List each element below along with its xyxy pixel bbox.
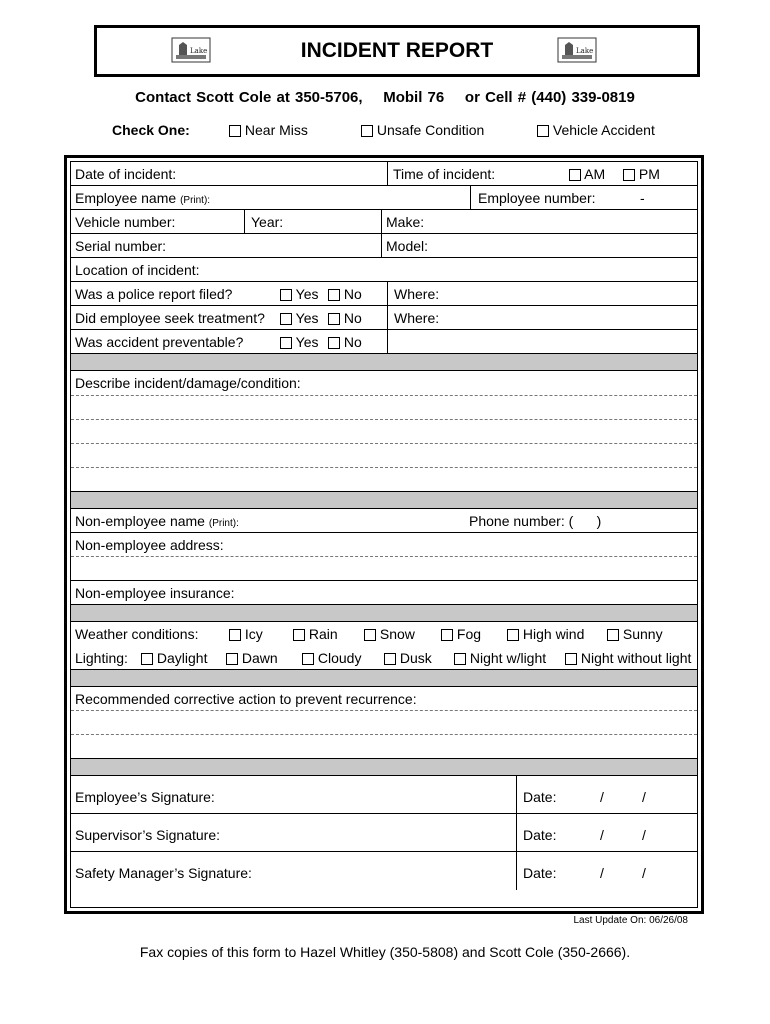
weather-rain-option[interactable]: Rain xyxy=(289,622,338,646)
employee-date-label: Date: xyxy=(523,789,557,805)
row-non-employee-name xyxy=(71,509,697,533)
supervisor-signature-label: Supervisor’s Signature: xyxy=(75,827,221,843)
police-where-label: Where: xyxy=(394,286,440,302)
pm-option[interactable]: PM xyxy=(619,162,660,185)
employee-name-label: Employee name (Print): xyxy=(75,190,211,206)
non-employee-name-label: Non-employee name (Print): xyxy=(75,513,239,529)
date-of-incident-label: Date of incident: xyxy=(75,166,177,182)
time-of-incident-label: Time of incident: xyxy=(393,166,496,182)
describe-line[interactable] xyxy=(71,444,697,468)
describe-line[interactable] xyxy=(71,396,697,420)
separator xyxy=(71,492,697,509)
checkbox[interactable] xyxy=(302,653,314,665)
weather-high-wind-option[interactable]: High wind xyxy=(503,622,584,646)
row-weather xyxy=(71,622,697,646)
logo-right xyxy=(557,37,597,63)
preventable-yes-option[interactable]: Yes xyxy=(276,330,318,353)
checkbox[interactable] xyxy=(229,125,241,137)
treatment-where-label: Where: xyxy=(394,310,440,326)
checkbox[interactable] xyxy=(361,125,373,137)
supervisor-date-label: Date: xyxy=(523,827,557,843)
police-no-option[interactable]: No xyxy=(324,282,362,305)
lighting-dusk-option[interactable]: Dusk xyxy=(380,646,432,669)
lighting-night-w-light-option[interactable]: Night w/light xyxy=(450,646,546,669)
checkbox[interactable] xyxy=(364,629,376,641)
row-employee-signature[interactable] xyxy=(71,776,697,814)
address-line[interactable] xyxy=(71,557,697,581)
logo-text: Lake xyxy=(190,47,208,55)
checkbox[interactable] xyxy=(280,289,292,301)
checkbox[interactable] xyxy=(141,653,153,665)
unsafe-condition-option[interactable]: Unsafe Condition xyxy=(361,122,484,140)
employee-number-label: Employee number: xyxy=(478,190,596,206)
employee-signature-label: Employee’s Signature: xyxy=(75,789,215,805)
date-slash: / xyxy=(600,865,604,881)
corrective-line[interactable] xyxy=(71,711,697,735)
checkbox[interactable] xyxy=(229,629,241,641)
row-lighting xyxy=(71,646,697,670)
checkbox[interactable] xyxy=(565,653,577,665)
model-label: Model: xyxy=(386,238,429,254)
police-yes-option[interactable]: Yes xyxy=(276,282,318,305)
row-non-employee-insurance xyxy=(71,581,697,605)
incident-form xyxy=(64,155,704,914)
treatment-label: Did employee seek treatment? xyxy=(75,310,265,326)
last-update: Last Update On: 06/26/08 xyxy=(573,915,688,926)
page-title: INCIDENT REPORT xyxy=(300,39,494,62)
weather-label: Weather conditions: xyxy=(75,626,199,642)
safety-signature-label: Safety Manager’s Signature: xyxy=(75,865,252,881)
row-vehicle xyxy=(71,210,697,234)
separator xyxy=(71,670,697,687)
contact-line: Contact Scott Cole at 350-5706, Mobil 76 or Cell # (440) 339-0819 xyxy=(135,89,635,106)
am-option[interactable]: AM xyxy=(565,162,605,185)
weather-sunny-option[interactable]: Sunny xyxy=(603,622,663,646)
checkbox[interactable] xyxy=(280,337,292,349)
describe-label: Describe incident/damage/condition: xyxy=(75,375,301,391)
fax-instructions: Fax copies of this form to Hazel Whitley (350-5808) and Scott Cole (350-2666). xyxy=(139,944,631,960)
near-miss-option[interactable]: Near Miss xyxy=(229,122,308,140)
checkbox[interactable] xyxy=(623,169,635,181)
checkbox[interactable] xyxy=(537,125,549,137)
row-non-employee-address[interactable] xyxy=(71,533,697,557)
date-slash: / xyxy=(642,789,646,805)
vehicle-accident-option[interactable]: Vehicle Accident xyxy=(537,122,655,140)
treatment-yes-option[interactable]: Yes xyxy=(276,306,318,329)
checkbox[interactable] xyxy=(384,653,396,665)
row-corrective[interactable] xyxy=(71,687,697,711)
date-slash: / xyxy=(642,865,646,881)
row-safety-signature[interactable] xyxy=(71,852,697,890)
weather-snow-option[interactable]: Snow xyxy=(360,622,415,646)
weather-icy-option[interactable]: Icy xyxy=(225,622,263,646)
describe-line[interactable] xyxy=(71,468,697,492)
checkbox[interactable] xyxy=(328,337,340,349)
separator xyxy=(71,354,697,371)
phone-number-label: Phone number: ( ) xyxy=(469,513,602,529)
preventable-label: Was accident preventable? xyxy=(75,334,244,350)
checkbox[interactable] xyxy=(328,313,340,325)
checkbox[interactable] xyxy=(607,629,619,641)
separator xyxy=(71,759,697,776)
row-date-time xyxy=(71,162,697,186)
lighting-night-without-light-option[interactable]: Night without light xyxy=(561,646,691,669)
lighting-dawn-option[interactable]: Dawn xyxy=(222,646,278,669)
row-preventable xyxy=(71,330,697,354)
title-box xyxy=(94,25,700,77)
make-label: Make: xyxy=(386,214,425,230)
employee-number-dash: - xyxy=(640,190,645,206)
non-employee-insurance-label: Non-employee insurance: xyxy=(75,585,235,601)
serial-number-label: Serial number: xyxy=(75,238,167,254)
row-treatment xyxy=(71,306,697,330)
row-describe[interactable] xyxy=(71,371,697,396)
checkbox[interactable] xyxy=(293,629,305,641)
describe-line[interactable] xyxy=(71,420,697,444)
corrective-label: Recommended corrective action to prevent recurrence: xyxy=(75,691,417,707)
date-slash: / xyxy=(600,827,604,843)
police-report-label: Was a police report filed? xyxy=(75,286,233,302)
row-police xyxy=(71,282,697,306)
row-supervisor-signature[interactable] xyxy=(71,814,697,852)
checkbox[interactable] xyxy=(454,653,466,665)
lighting-cloudy-option[interactable]: Cloudy xyxy=(298,646,361,669)
year-label: Year: xyxy=(251,214,284,230)
date-slash: / xyxy=(600,789,604,805)
checkbox[interactable] xyxy=(226,653,238,665)
vehicle-number-label: Vehicle number: xyxy=(75,214,176,230)
treatment-no-option[interactable]: No xyxy=(324,306,362,329)
location-label: Location of incident: xyxy=(75,262,200,278)
date-slash: / xyxy=(642,827,646,843)
checkbox[interactable] xyxy=(280,313,292,325)
preventable-no-option[interactable]: No xyxy=(324,330,362,353)
row-serial xyxy=(71,234,697,258)
safety-date-label: Date: xyxy=(523,865,557,881)
checkbox[interactable] xyxy=(507,629,519,641)
separator xyxy=(71,605,697,622)
lighting-label: Lighting: xyxy=(75,650,128,666)
lighting-daylight-option[interactable]: Daylight xyxy=(137,646,207,669)
logo-text: Lake xyxy=(576,47,594,55)
check-one-label: Check One: xyxy=(112,122,190,138)
weather-fog-option[interactable]: Fog xyxy=(437,622,481,646)
checkbox[interactable] xyxy=(569,169,581,181)
checkbox[interactable] xyxy=(328,289,340,301)
corrective-line[interactable] xyxy=(71,735,697,759)
checkbox[interactable] xyxy=(441,629,453,641)
non-employee-address-label: Non-employee address: xyxy=(75,537,224,553)
row-location xyxy=(71,258,697,282)
row-employee xyxy=(71,186,697,210)
